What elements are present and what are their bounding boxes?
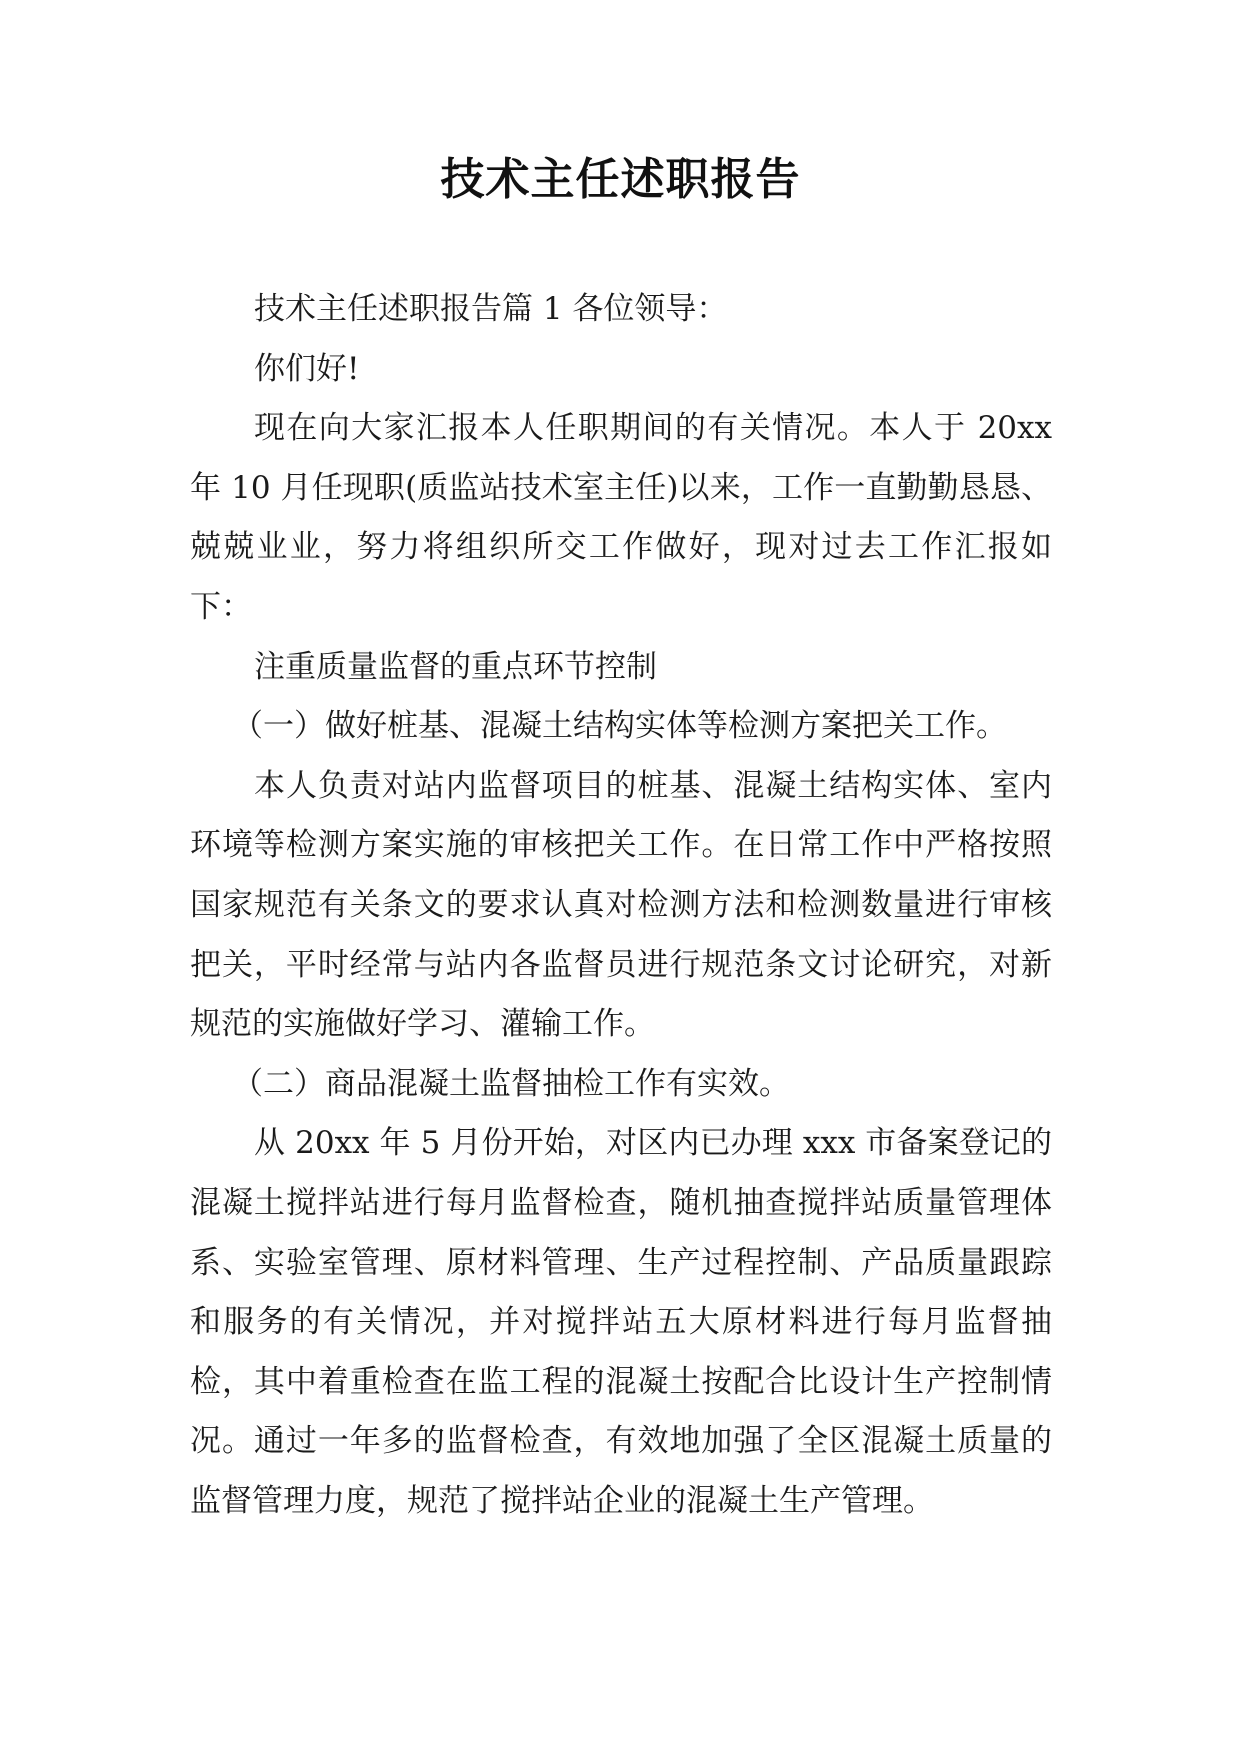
subsection-heading-1: （一）做好桩基、混凝土结构实体等检测方案把关工作。 — [232, 708, 1007, 745]
paragraph-intro: 现在向大家汇报本人任职期间的有关情况。本人于 20xx 年 10 月任现职(质监站技术室主任)以来，工作一直勤勤恳恳、兢兢业业，努力将组织所交工作做好，现对过去工作汇报如下： — [190, 410, 1052, 625]
paragraph-inspection-plan: 本人负责对站内监督项目的桩基、混凝土结构实体、室内环境等检测方案实施的审核把关工作。在日常工作中严格按照国家规范有关条文的要求认真对检测方法和检测数量进行审核把关，平时经常与站内各监督员进行规范条文讨论研究，对新规范的实施做好学习、灌输工作。 — [190, 767, 1052, 1043]
document-body — [190, 280, 1052, 1531]
section-heading: 注重质量监督的重点环节控制 — [254, 648, 657, 685]
paragraph-concrete-inspection: 从 20xx 年 5 月份开始，对区内已办理 xxx 市备案登记的混凝土搅拌站进行每月监督检查，随机抽查搅拌站质量管理体系、实验室管理、原材料管理、生产过程控制、产品质量跟踪和服务的有关情况，并对搅拌站五大原材料进行每月监督抽检，其中着重检查在监工程的混凝土按配合比设计生产控制情况。通过一年多的监督检查，有效地加强了全区混凝土质量的监督管理力度，规范了搅拌站企业的混凝土生产管理。 — [190, 1125, 1052, 1519]
subsection-heading-2: （二）商品混凝土监督抽检工作有实效。 — [232, 1065, 790, 1102]
document-title: 技术主任述职报告 — [440, 154, 801, 205]
paragraph-greeting: 技术主任述职报告篇 1 各位领导： — [254, 291, 728, 327]
paragraph-hello: 你们好! — [254, 350, 360, 387]
